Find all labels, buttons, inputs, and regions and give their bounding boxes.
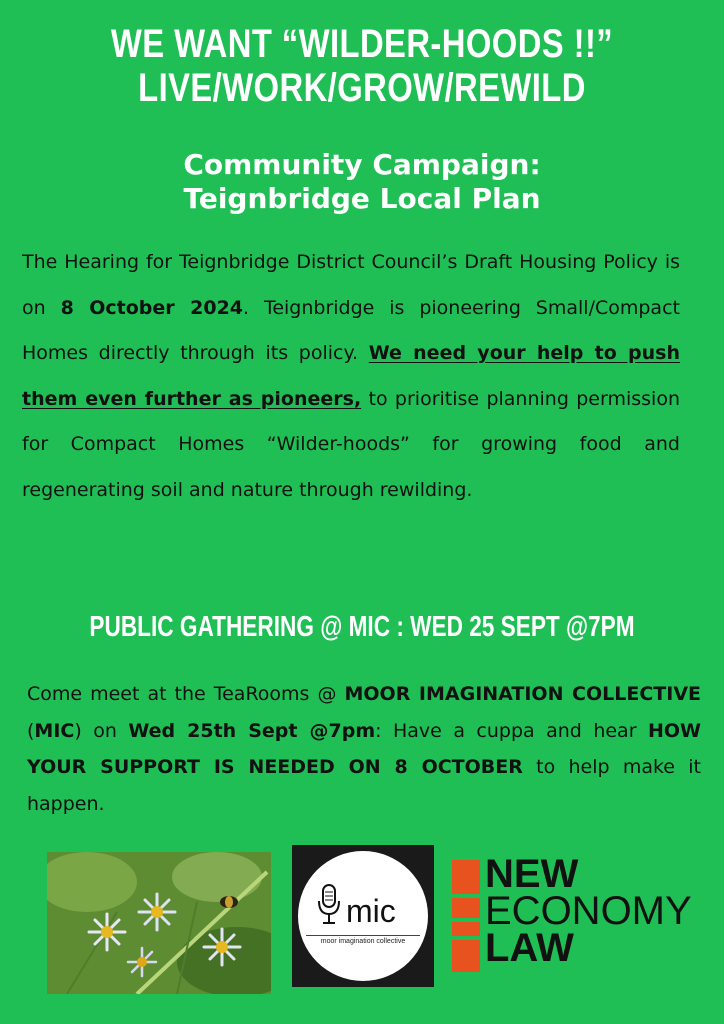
flower-3 — [204, 929, 240, 965]
campaign-subtitle — [0, 148, 724, 216]
invite-paragraph — [27, 676, 701, 822]
paragraph-text-3: to prioritise planning permission for Compact Homes “Wilder-hoods” for growing food and regenerating soil and nature through rewilding. — [22, 387, 680, 501]
invite-date: Wed 25th Sept @7pm — [128, 719, 376, 742]
mic-logo-word: mic — [346, 893, 396, 929]
nel-line-1: NEW — [485, 852, 579, 896]
paragraph-text-2: . Teignbridge is pioneering Small/Compact Homes directly through its policy. — [22, 296, 680, 364]
headline-line-2: LIVE/WORK/GROW/REWILD — [138, 66, 586, 110]
nel-bar-4 — [452, 940, 480, 972]
subtitle-line-2: Teignbridge Local Plan — [183, 182, 541, 215]
invite-text-4: : Have a cuppa and hear — [375, 719, 648, 742]
hearing-date: 8 October 2024 — [60, 296, 244, 319]
headline — [65, 22, 659, 110]
nel-bar-3 — [452, 922, 480, 936]
mic-logo-circle — [298, 851, 428, 981]
invite-text-2: ( — [27, 719, 35, 742]
nel-bar-2 — [452, 898, 480, 918]
mic-logo — [292, 845, 434, 987]
nel-logo-bars — [452, 860, 480, 972]
invite-support: HOW YOUR SUPPORT IS NEEDED ON 8 OCTOBER — [27, 719, 701, 778]
nel-bar-1 — [452, 860, 480, 894]
invite-text-5: to help make it happen. — [27, 756, 701, 815]
nel-line-2: ECONOMY — [485, 889, 692, 933]
wildflower-photo — [47, 852, 271, 994]
paragraph-text-1: The Hearing for Teignbridge District Council’s Draft Housing Policy is on — [22, 251, 680, 319]
invite-text-3: ) on — [74, 719, 129, 742]
microphone-icon — [316, 883, 342, 929]
flower-2 — [139, 894, 175, 930]
call-to-action: We need your help to push them even further as pioneers, — [22, 342, 680, 410]
invite-venue: MOOR IMAGINATION COLLECTIVE — [344, 683, 702, 705]
new-economy-law-logo — [452, 852, 702, 972]
headline-line-1: WE WANT “WILDER-HOODS !!” — [110, 22, 614, 66]
nel-line-3: LAW — [485, 926, 574, 970]
invite-venue-abbrev: MIC — [34, 719, 75, 742]
wildflower-illustration — [47, 852, 271, 994]
flower-1 — [89, 914, 125, 950]
nel-logo-text — [485, 852, 692, 970]
invite-text-1: Come meet at the TeaRooms @ — [27, 683, 345, 705]
gathering-heading: PUBLIC GATHERING @ MIC : WED 25 SEPT @7PM — [89, 611, 635, 643]
hearing-paragraph — [22, 240, 680, 513]
mic-logo-subtitle: moor imagination collective — [306, 935, 420, 945]
subtitle-line-1: Community Campaign: — [183, 148, 541, 181]
